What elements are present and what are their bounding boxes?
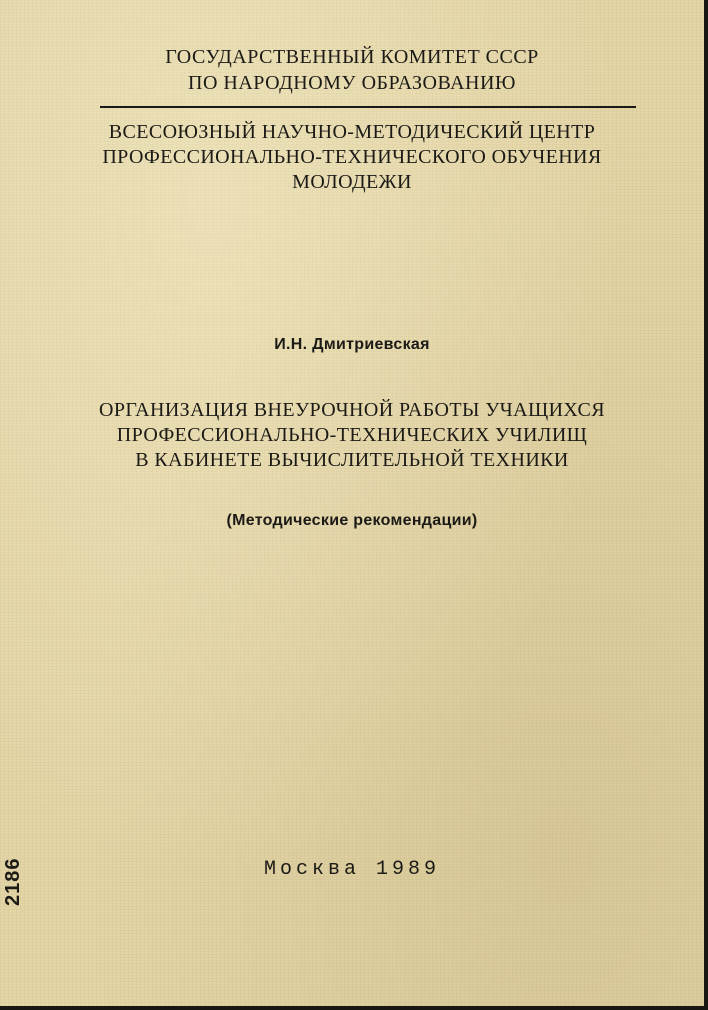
library-stamp-number: 2186: [2, 857, 24, 906]
header-divider: [100, 106, 636, 108]
issuing-committee: [0, 44, 704, 96]
title-line-3: В КАБИНЕТЕ ВЫЧИСЛИТЕЛЬНОЙ ТЕХНИКИ: [135, 449, 569, 471]
page-edge-bottom: [0, 1006, 708, 1010]
title-line-1: ОРГАНИЗАЦИЯ ВНЕУРОЧНОЙ РАБОТЫ УЧАЩИХСЯ: [98, 399, 605, 421]
publishing-organization: [0, 120, 704, 195]
page-edge-right: [704, 0, 708, 1010]
author-name: И.Н. Дмитриевская: [274, 336, 430, 353]
organization-line-3: МОЛОДЕЖИ: [292, 171, 412, 193]
organization-line-2: ПРОФЕССИОНАЛЬНО-ТЕХНИЧЕСКОГО ОБУЧЕНИЯ: [102, 146, 602, 168]
book-subtitle: (Методические рекомендации): [226, 512, 478, 529]
book-title: [0, 398, 704, 473]
title-line-2: ПРОФЕССИОНАЛЬНО-ТЕХНИЧЕСКИХ УЧИЛИЩ: [116, 424, 588, 446]
imprint-place-year: Москва 1989: [263, 858, 441, 881]
committee-line-2: ПО НАРОДНОМУ ОБРАЗОВАНИЮ: [188, 72, 516, 94]
committee-line-1: ГОСУДАРСТВЕННЫЙ КОМИТЕТ СССР: [165, 46, 539, 68]
organization-line-1: ВСЕСОЮЗНЫЙ НАУЧНО-МЕТОДИЧЕСКИЙ ЦЕНТР: [108, 121, 596, 143]
